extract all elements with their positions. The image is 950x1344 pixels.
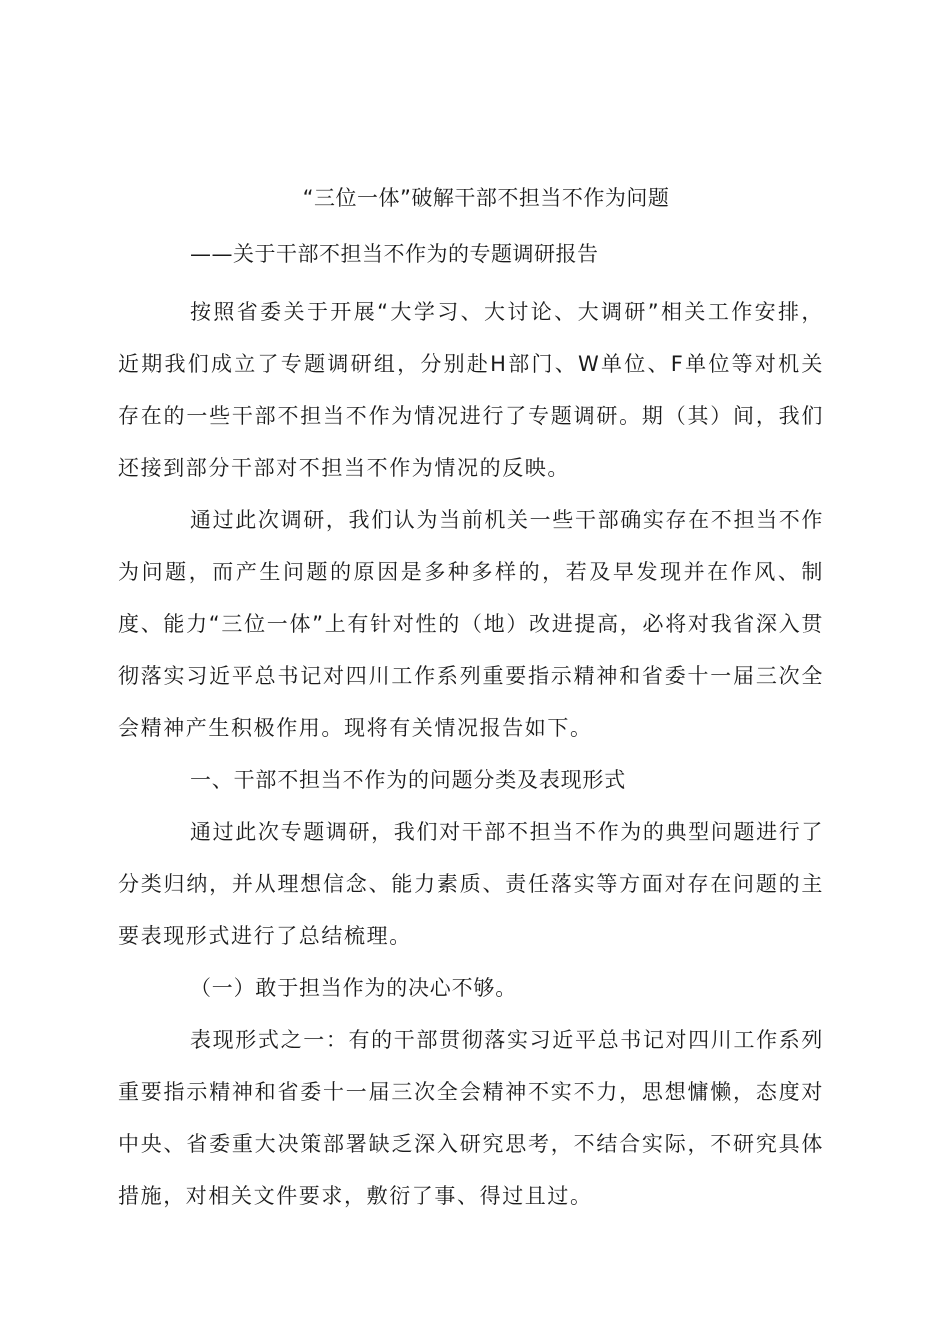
intro-paragraph: 按照省委关于开展“大学习、大讨论、大调研”相关工作安排，近期我们成立了专题调研组，分别赴H部门、W单位、F单位等对机关存在的一些干部不担当不作为情况进行了专题调研。期（其）间，我们还接到部分干部对不担当不作为情况的反映。 (118, 300, 824, 480)
document-body (118, 170, 824, 1222)
subsection-1-heading: （一）敢于担当作为的决心不够。 (190, 976, 517, 1000)
section-1-paragraph: 通过此次专题调研，我们对干部不担当不作为的典型问题进行了分类归纳，并从理想信念、能力素质、责任落实等方面对存在问题的主要表现形式进行了总结梳理。 (118, 820, 824, 948)
subsection-1-paragraph: 表现形式之一：有的干部贯彻落实习近平总书记对四川工作系列重要指示精神和省委十一届三次全会精神不实不力，思想慵懒，态度对中央、省委重大决策部署缺乏深入研究思考，不结合实际，不研究具体措施，对相关文件要求，敷衍了事、得过且过。 (118, 1028, 824, 1208)
section-1-heading: 一、干部不担当不作为的问题分类及表现形式 (190, 768, 626, 792)
document-title: “三位一体”破解干部不担当不作为问题 (302, 186, 670, 210)
document-subtitle: ——关于干部不担当不作为的专题调研报告 (190, 242, 599, 266)
summary-paragraph: 通过此次调研，我们认为当前机关一些干部确实存在不担当不作为问题，而产生问题的原因是多种多样的，若及早发现并在作风、制度、能力“三位一体”上有针对性的（地）改进提高，必将对我省深入贯彻落实习近平总书记对四川工作系列重要指示精神和省委十一届三次全会精神产生积极作用。现将有关情况报告如下。 (118, 508, 824, 740)
